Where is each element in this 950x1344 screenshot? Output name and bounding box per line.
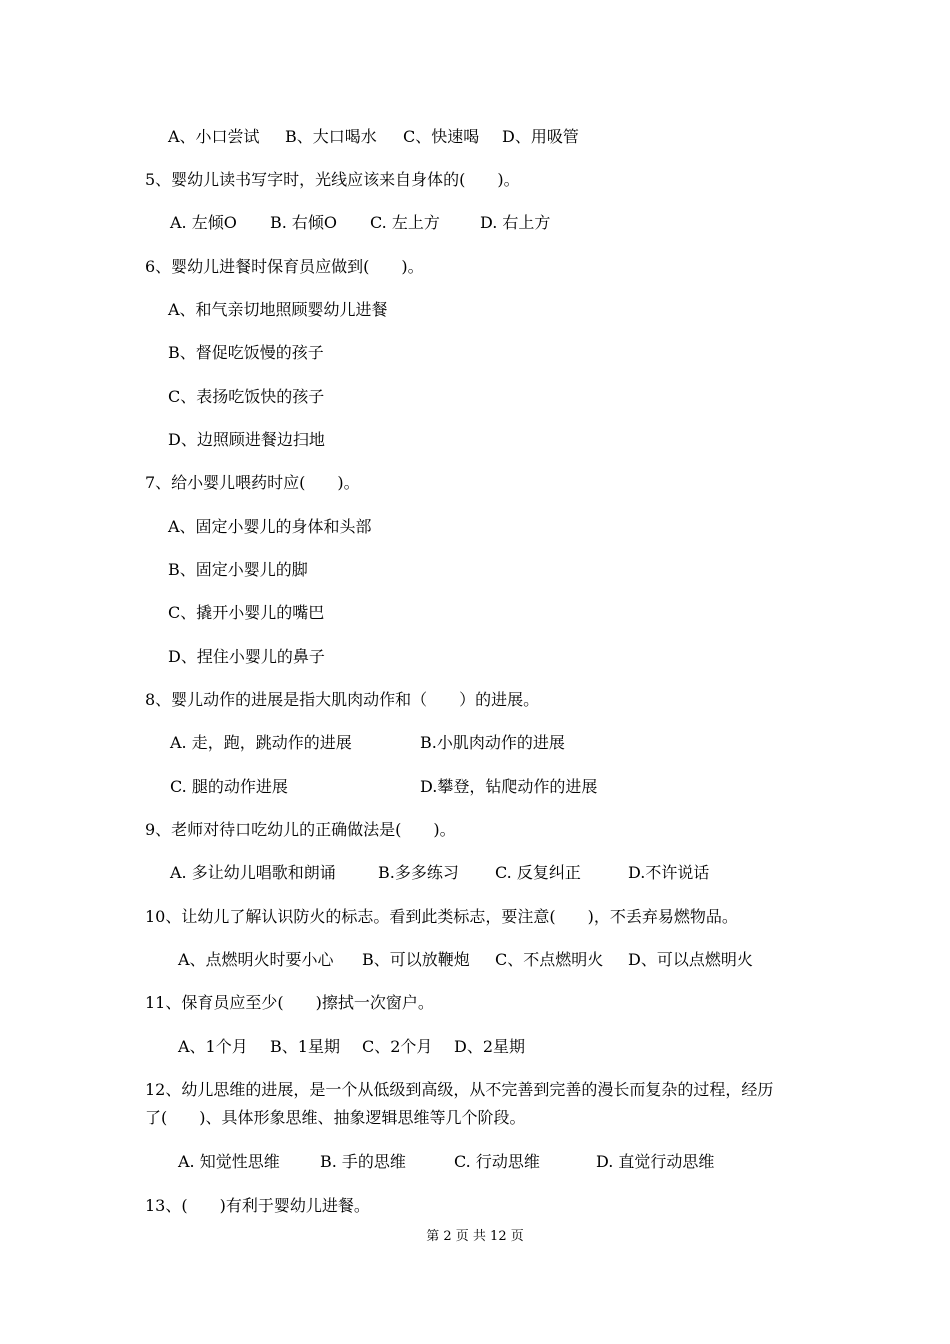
question-stem: 11、保育员应至少( )擦拭一次窗户。 [145,993,434,1012]
option-a: A. 左倾O [170,213,237,232]
option-d: D.攀登，钻爬动作的进展 [420,777,598,796]
option-b: B.小肌肉动作的进展 [420,733,565,752]
question-stem: 7、给小婴儿喂药时应( )。 [145,473,360,492]
option-a: A、固定小婴儿的身体和头部 [168,517,372,536]
option-b: B.多多练习 [378,863,459,882]
option-d: D. 直觉行动思维 [596,1152,715,1171]
option-c: C、快速喝 [403,127,480,146]
option-b: B、大口喝水 [285,127,377,146]
question-stem: 8、婴儿动作的进展是指大肌肉动作和（ ）的进展。 [145,690,540,709]
option-c: C. 左上方 [370,213,440,232]
option-d: D、2星期 [454,1037,526,1056]
option-b: B. 右倾O [270,213,338,232]
question-stem: 12、幼儿思维的进展，是一个从低级到高级，从不完善到完善的漫长而复杂的过程，经历 [145,1080,774,1099]
option-a: A. 知觉性思维 [178,1152,280,1171]
option-a: A. 走，跑，跳动作的进展 [170,733,352,752]
option-d: D. 右上方 [480,213,551,232]
question-stem: 10、让幼儿了解认识防火的标志。看到此类标志，要注意( )，不丢弃易燃物品。 [145,907,738,926]
option-b: B、1星期 [270,1037,340,1056]
option-c: C、不点燃明火 [495,950,604,969]
option-a: A、小口尝试 [168,127,260,146]
option-a: A、1个月 [178,1037,248,1056]
option-d: D.不许说话 [628,863,710,882]
option-b: B、督促吃饭慢的孩子 [168,343,324,362]
option-d: D、可以点燃明火 [628,950,753,969]
option-d: D、用吸管 [502,127,579,146]
option-b: B. 手的思维 [320,1152,406,1171]
option-a: A. 多让幼儿唱歌和朗诵 [170,863,336,882]
option-b: B、可以放鞭炮 [362,950,470,969]
option-c: C、表扬吃饭快的孩子 [168,387,325,406]
option-a: A、点燃明火时要小心 [178,950,334,969]
option-c: C、撬开小婴儿的嘴巴 [168,603,325,622]
option-c: C. 行动思维 [454,1152,540,1171]
question-stem: 5、婴幼儿读书写字时，光线应该来自身体的( )。 [145,170,520,189]
question-stem-continued: 了( )、具体形象思维、抽象逻辑思维等几个阶段。 [145,1108,526,1127]
question-stem: 9、老师对待口吃幼儿的正确做法是( )。 [145,820,456,839]
option-d: D、边照顾进餐边扫地 [168,430,325,449]
option-c: C. 反复纠正 [495,863,581,882]
question-stem: 13、( )有利于婴幼儿进餐。 [145,1196,370,1215]
option-c: C、2个月 [362,1037,433,1056]
page-number-footer: 第 2 页 共 12 页 [426,1229,524,1244]
option-b: B、固定小婴儿的脚 [168,560,308,579]
option-a: A、和气亲切地照顾婴幼儿进餐 [168,300,388,319]
question-stem: 6、婴幼儿进餐时保育员应做到( )。 [145,257,424,276]
option-d: D、捏住小婴儿的鼻子 [168,647,325,666]
option-c: C. 腿的动作进展 [170,777,288,796]
